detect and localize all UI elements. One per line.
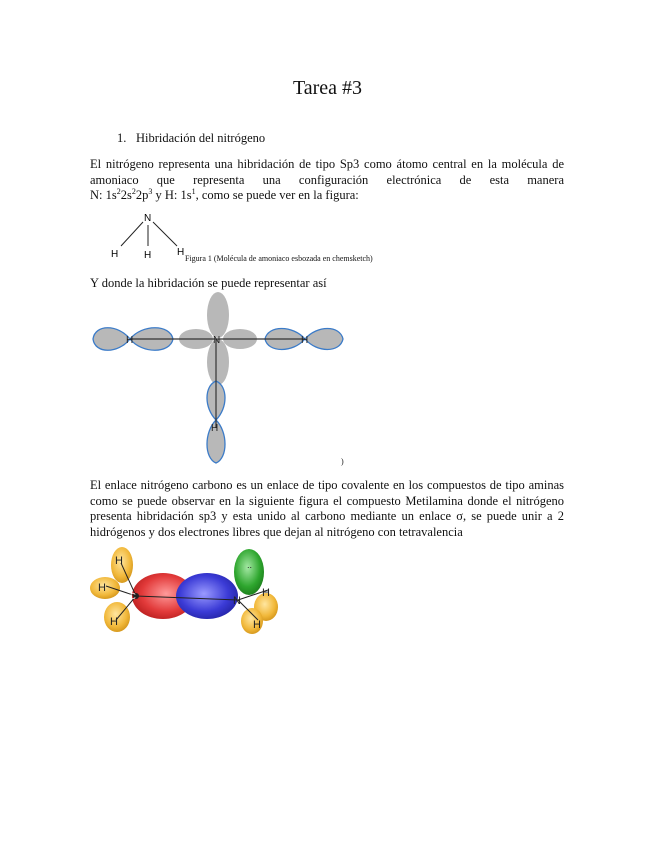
lone-pair-dots: .. [247, 560, 253, 570]
paragraph-hybridization-intro: Y donde la hibridación se puede representar así [90, 276, 327, 290]
atom-label-n: N [233, 595, 241, 607]
section-label: Hibridación del nitrógeno [136, 131, 266, 145]
paragraph-line: El enlace nitrógeno carbono es un enlace de tipo covalente en los compuestos de tipo aminas [90, 478, 564, 492]
superscript: 3 [148, 186, 153, 196]
superscript: 2 [116, 186, 121, 196]
atom-label-n: N [213, 335, 221, 346]
atom-label-h: H [177, 247, 185, 258]
atom-label-n: N [144, 213, 152, 224]
section-number: 1. [117, 131, 127, 145]
config-text: 2s [120, 188, 132, 202]
lone-pair-lobe [234, 549, 264, 595]
stray-mark: ) [341, 457, 344, 466]
atom-label-h: H [262, 587, 270, 599]
paragraph-line: como se puede observar en la siguiente figura el compuesto Metilamina donde el nitrógeno [90, 493, 564, 508]
config-text: , como se puede ver en la figura: [195, 188, 359, 202]
atom-label-h: H [111, 249, 119, 260]
superscript: 2 [131, 186, 136, 196]
paragraph-line: El nitrógeno representa una hibridación de tipo Sp3 como átomo central en la molécula de [90, 157, 564, 171]
page-title: Tarea #3 [292, 77, 363, 99]
figure-1-caption: Figura 1 (Molécula de amoniaco esbozada en chemsketch) [185, 254, 373, 263]
config-text: 2p [135, 188, 149, 202]
config-text: y H: 1s [152, 188, 192, 202]
atom-label-h: H [115, 555, 123, 567]
atom-label-h: H [98, 582, 106, 594]
atom-label-h: H [144, 250, 152, 261]
atom-label-h: H [253, 619, 261, 631]
config-text: N: 1s [90, 188, 117, 202]
paragraph-line: presenta hibridación sp3 y esta unido al carbono mediante un enlace σ, se puede unir a 2 [90, 509, 564, 523]
atom-label-h: H [110, 616, 118, 628]
atom-label-h: H [126, 335, 134, 346]
paragraph-line: amoniaco que representa una configuración electrónica de esta manera [90, 172, 564, 187]
atom-label-h: H [301, 335, 309, 346]
atom-label-c: C [130, 592, 136, 601]
nitrogen-sigma-lobe [176, 573, 238, 619]
superscript: 1 [191, 186, 196, 196]
atom-label-h: H [211, 423, 219, 434]
paragraph-line: hidrógenos y dos electrones libres que dejan al nitrógeno con tetravalencia [90, 524, 463, 539]
